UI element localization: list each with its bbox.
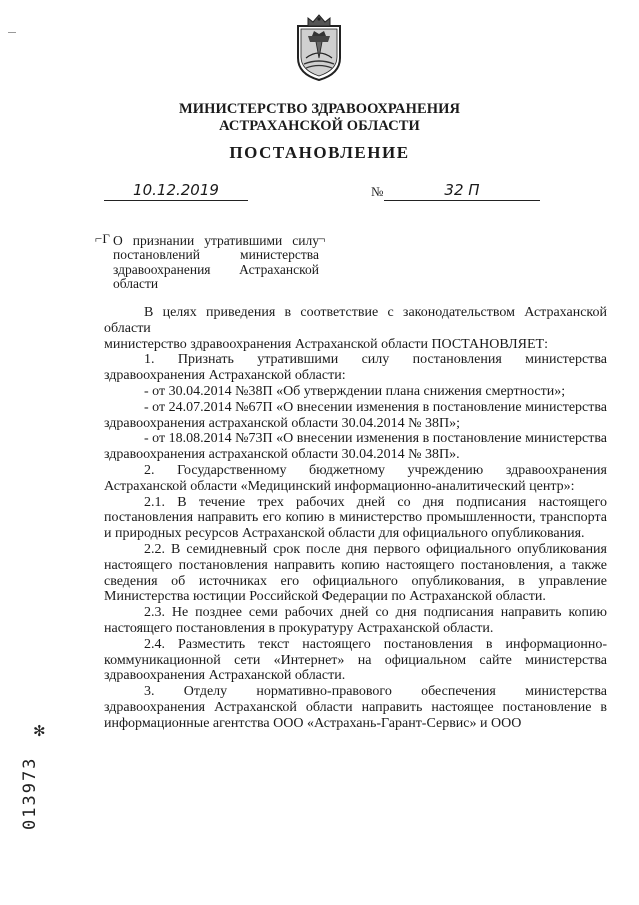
clause-2-3: 2.3. Не позднее семи рабочих дней со дня подписания направить копию настоящего постановления в прокуратуру Астраханской области. [104,605,607,636]
clause-3: 3. Отделу нормативно-правового обеспечения министерства здравоохранения Астраханской области направить настоящее постановление в информационные агентства ООО «Астрахань-Гарант-Сервис» и ООО [104,684,607,731]
document-date: 10.12.2019 [104,178,248,201]
clause-2-4: 2.4. Разместить текст настоящего постановления в информационно-коммуникационной сети «Интернет» на официальном сайте министерства здравоохранения Астраханской области. [104,636,607,684]
clause-1-item-b: - от 24.07.2014 №67П «О внесении изменения в постановление министерства здравоохранения астраханской области 30.04.2014 № 38П»; [104,399,607,431]
document-body [104,305,607,732]
document-subject: О признании утратившими силу постановлений министерства здравоохранения Астраханской области [113,233,319,291]
number-sign: № [371,184,384,199]
ministry-name-line2: АСТРАХАНСКОЙ ОБЛАСТИ [219,118,420,134]
ministry-name-line1: МИНИСТЕРСТВО ЗДРАВООХРАНЕНИЯ [178,101,461,117]
intro-paragraph: В целях приведения в соответствие с законодательством Астраханской области [104,305,607,336]
scan-mark [8,32,16,33]
clause-1-item-a: - от 30.04.2014 №38П «Об утверждении плана снижения смертности»; [144,383,566,399]
coat-of-arms-emblem [294,12,344,82]
asterisk-mark: ✻ [33,724,46,740]
subject-bracket-left: ⌐Г [95,231,110,246]
clause-2: 2. Государственному бюджетному учреждению здравоохранения Астраханской области «Медицинский информационно-аналитический центр»: [104,462,607,494]
document-type: ПОСТАНОВЛЕНИЕ [229,143,410,162]
registration-number: 013973 [20,756,40,830]
clause-2-2: 2.2. В семидневный срок после дня первого официального опубликования настоящего постановления направить копию настоящего постановления, а также сведения об источниках его официального опубликования, в управление Министерства юстиции Российской Федерации по Астраханской области. [104,541,607,605]
intro-decree: министерство здравоохранения Астраханской области ПОСТАНОВЛЯЕТ: [104,336,548,352]
clause-1-item-c: - от 18.08.2014 №73П «О внесении изменения в постановление министерства здравоохранения астраханской области 30.04.2014 № 38П». [104,431,607,463]
subject-bracket-right: ¬ [318,231,326,246]
clause-2-1: 2.1. В течение трех рабочих дней со дня подписания настоящего постановления направить его копию в министерство промышленности, транспорта и природных ресурсов Астраханской области для официального опубликования. [104,494,607,542]
clause-1: 1. Признать утратившими силу постановления министерства здравоохранения Астраханской области: [104,352,607,384]
document-header [0,101,639,163]
document-number: 32 П [384,178,540,201]
